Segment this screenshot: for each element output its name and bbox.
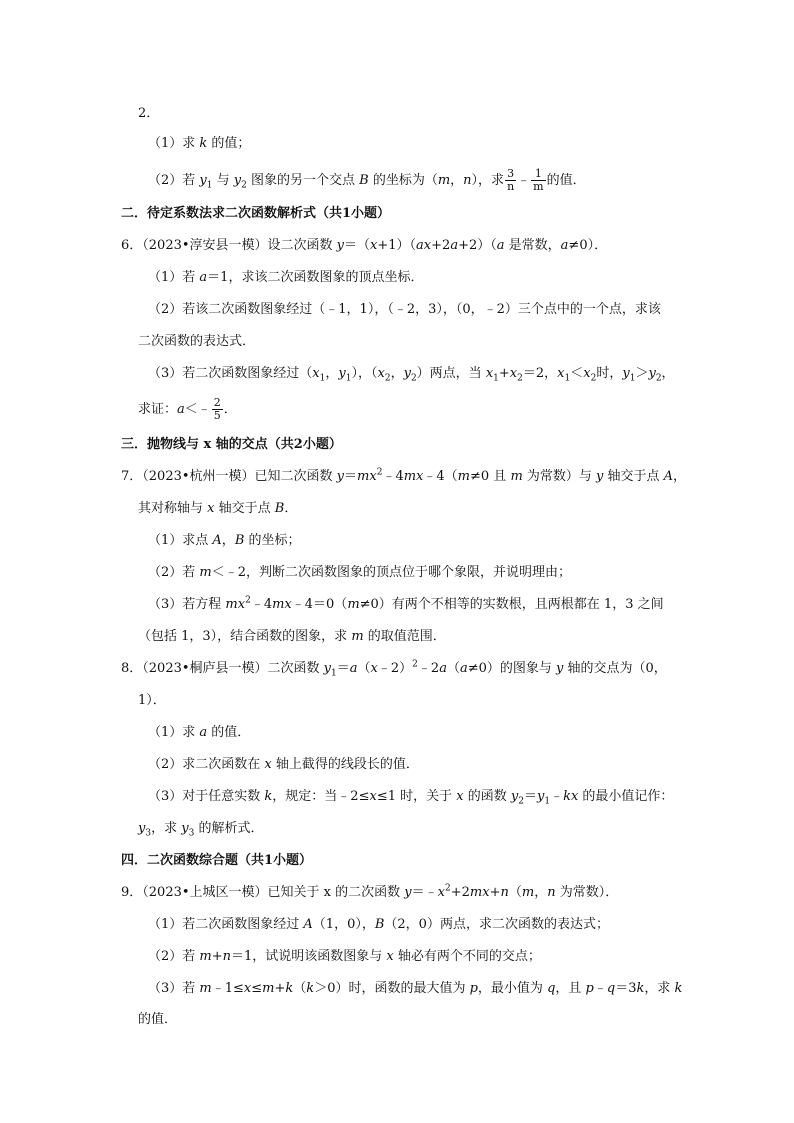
text: ，最小值为 (477, 981, 548, 996)
text: ≠0）． (568, 238, 608, 253)
var: y (336, 469, 345, 484)
text: ﹣ (593, 981, 607, 996)
text: ＜ (570, 366, 584, 381)
sub: 1 (319, 373, 326, 384)
text: ， (661, 366, 675, 381)
var: y (336, 238, 345, 253)
q9-part3-line2 (138, 1012, 177, 1028)
var: kx (563, 789, 579, 804)
text: 图象的另一个交点 (246, 173, 360, 188)
sup: 2 (245, 595, 251, 606)
text: （ (357, 661, 371, 676)
var: m (199, 565, 212, 580)
text: ，且 (555, 981, 586, 996)
denominator: n (507, 180, 515, 193)
text: ＜﹣2，判断二次函数图象的顶点位于哪个象限，并说明理由； (211, 565, 572, 580)
text: 轴上截得的线段长的值． (271, 757, 419, 772)
text: 9．（2023•上城区一模）已知关于 x 的二次函数 (121, 885, 405, 900)
text: （包括 1，3），结合函数的图象，求 (138, 629, 352, 644)
text: 为常数）与 (522, 469, 597, 484)
text: ． (284, 501, 298, 516)
q7-part3-line1 (148, 597, 664, 613)
text: ， (390, 366, 404, 381)
text: 轴交于点 (603, 469, 664, 484)
text: ≠0）的图象与 (467, 661, 557, 676)
q7-part2 (148, 565, 571, 581)
sub: 2 (518, 796, 524, 807)
text: 轴交于点 (214, 501, 275, 516)
var: y (138, 821, 146, 836)
var: x (456, 789, 464, 804)
text: （2，0）两点，求二次函数的表达式； (384, 917, 609, 932)
text: ≠0 且 (470, 469, 511, 484)
var: q (547, 981, 556, 996)
var: m (457, 469, 470, 484)
sub: 1 (493, 373, 499, 384)
var: y (596, 469, 604, 484)
var: y (556, 661, 564, 676)
var: x (370, 661, 378, 676)
sub: 1 (564, 373, 571, 384)
var: x (370, 238, 378, 253)
var: n (222, 949, 232, 964)
var-m: m (437, 173, 451, 188)
var: mx (225, 597, 246, 612)
q8-part2 (148, 757, 419, 773)
text: 的值． (138, 1012, 178, 1027)
q8-part3-line2 (138, 821, 263, 837)
var: k (264, 789, 273, 804)
sub: 2 (410, 373, 417, 384)
var: a (496, 238, 505, 253)
var: x (312, 366, 320, 381)
section-heading-2: 二．待定系数法求二次函数解析式（共1小题） (121, 206, 391, 221)
text: ＝ (336, 661, 350, 676)
text: ），（ (351, 366, 378, 381)
q6-line1 (121, 238, 607, 254)
text: 轴必有两个不同的交点； (393, 949, 541, 964)
var: x (509, 366, 518, 381)
var: a (349, 661, 358, 676)
section-heading-3: 三．抛物线与 x 轴的交点（共2小题） (121, 437, 342, 452)
sub: 3 (145, 828, 152, 839)
text: ， (534, 885, 548, 900)
var: m (351, 629, 364, 644)
q8-line2 (138, 693, 166, 709)
text: 其对称轴与 (138, 501, 208, 516)
text: （1）若二次函数图象经过 (148, 917, 304, 932)
var: a (177, 402, 185, 417)
var: x (369, 789, 377, 804)
var: x (207, 501, 215, 516)
var: m (521, 885, 535, 900)
text: （3）对于任意实数 (148, 789, 265, 804)
text: ＜﹣ (184, 402, 211, 417)
text: ， (325, 366, 339, 381)
q6-part1 (148, 270, 423, 286)
q7-line1 (121, 469, 686, 485)
text: +2 (431, 238, 451, 253)
sup: 2 (444, 883, 451, 894)
var: x (377, 366, 385, 381)
var: m (262, 981, 275, 996)
text: ，求 (644, 981, 675, 996)
text: 1）． (138, 693, 166, 708)
text: （2）若 (148, 949, 200, 964)
var: p (585, 981, 594, 996)
numerator: 1 (531, 168, 545, 181)
q7-part1 (148, 533, 301, 549)
text: （1，0）， (312, 917, 375, 932)
text: ≤ (251, 981, 263, 996)
var: y (323, 661, 332, 676)
q9-part3-line1 (148, 981, 682, 997)
fraction-1-over-m (531, 168, 545, 193)
var: n (547, 885, 556, 900)
var: B (274, 501, 285, 516)
text: ，求 (151, 821, 182, 836)
var: a (199, 270, 208, 285)
var: B (374, 917, 385, 932)
text: 6．（2023•淳安县一模）设二次函数 (121, 238, 337, 253)
section-heading-4: 四．二次函数综合题（共1小题） (121, 853, 313, 868)
q5-part1 (148, 136, 250, 152)
text: ≤1 时，关于 (376, 789, 457, 804)
text: （2）若 (148, 173, 200, 188)
text: + (489, 885, 501, 900)
q9-part2 (148, 949, 541, 965)
text: ， (673, 469, 687, 484)
numerator: 2 (213, 396, 221, 409)
text: ， (450, 173, 464, 188)
text: 的坐标为（ (368, 173, 438, 188)
sub: 2 (590, 373, 597, 384)
sub: 2 (384, 373, 391, 384)
text: ＝1，求该二次函数图象的顶点坐标． (207, 270, 424, 285)
text: ． (223, 402, 237, 417)
text: （2）求二次函数在 (148, 757, 265, 772)
text: 的值． (207, 725, 251, 740)
q5-continuation-line (138, 106, 159, 122)
sub: 1 (544, 796, 551, 807)
var: mx (357, 469, 377, 484)
var-k: k (199, 136, 208, 151)
text: ﹣4（ (423, 469, 458, 484)
text: ，规定：当﹣2≤ (272, 789, 370, 804)
text: ﹣2 (417, 661, 440, 676)
denominator: 5 (213, 409, 221, 422)
var: x (583, 366, 591, 381)
var: y (622, 366, 630, 381)
var: a (199, 725, 208, 740)
numerator: 3 (505, 168, 516, 181)
text: ）两点，当 (416, 366, 486, 381)
text: 的解析式． (194, 821, 264, 836)
var: y (181, 821, 189, 836)
q9-part1 (148, 917, 609, 933)
var: y (338, 366, 346, 381)
var: A (212, 533, 222, 548)
q6-part3-line1 (148, 366, 675, 382)
sub: 2 (655, 373, 662, 384)
var: a (439, 661, 447, 676)
minus: ﹣ (517, 173, 531, 188)
text: （ (446, 661, 460, 676)
sub: 1 (331, 668, 337, 679)
var: B (234, 533, 245, 548)
denominator: m (533, 180, 544, 193)
text: 的值． (546, 173, 586, 188)
sub: 3 (188, 828, 195, 839)
q8-line1 (121, 661, 667, 677)
text: ＝3 (615, 981, 637, 996)
var: A (303, 917, 313, 932)
var: m (347, 597, 360, 612)
var: y (403, 366, 411, 381)
var: x (386, 949, 394, 964)
var: q (606, 981, 616, 996)
text: （1）求 (148, 136, 200, 151)
var: x (243, 981, 252, 996)
fraction-2-over-5 (212, 397, 223, 422)
var: p (469, 981, 478, 996)
text: 与 (212, 173, 234, 188)
var-y: y (233, 173, 242, 188)
text: （ (508, 885, 522, 900)
sup: 2 (412, 659, 418, 670)
text: +1）（ (377, 238, 417, 253)
var: m (199, 981, 212, 996)
q7-part3-line2 (138, 629, 446, 645)
text: 轴的交点为（0， (563, 661, 667, 676)
var: x (557, 366, 565, 381)
text: 的取值范围． (363, 629, 446, 644)
text: 的函数 (463, 789, 511, 804)
text: （2）若 (148, 565, 200, 580)
q8-part1 (148, 725, 250, 741)
q6-part3-line2 (138, 397, 237, 422)
var: k (674, 981, 683, 996)
text: 时， (596, 366, 623, 381)
text: 的值； (207, 136, 251, 151)
var: y (648, 366, 656, 381)
text: ﹣1≤ (211, 981, 244, 996)
text: ﹣4 (250, 597, 273, 612)
text: ＝1，试说明该函数图象与 (231, 949, 387, 964)
var-y: y (199, 173, 207, 188)
text: 是常数， (504, 238, 561, 253)
q5-part2 (148, 168, 586, 193)
text: ＞ (635, 366, 649, 381)
sub: 1 (629, 373, 636, 384)
var: y (510, 789, 519, 804)
text: + (274, 981, 286, 996)
sup: 2 (376, 467, 383, 478)
text: ＝ (523, 789, 537, 804)
text: ﹣2） (377, 661, 413, 676)
text: ≠0）有两个不相等的实数根，且两根都在 1，3 之间 (359, 597, 664, 612)
q5-text: 2． (138, 106, 160, 121)
var-B: B (359, 173, 369, 188)
text: （1）求点 (148, 533, 213, 548)
text: 7．（2023•杭州一模）已知二次函数 (121, 469, 337, 484)
var: x (264, 757, 272, 772)
text: ），求 (471, 173, 505, 188)
q6-part2-line1 (148, 302, 661, 318)
var: mx (272, 597, 292, 612)
text: （2）若该二次函数图象经过（﹣1，1），（﹣2，3），（0，﹣2）三个点中的一个点，求该 (148, 302, 661, 317)
text: ＞0）时，函数的最大值为 (314, 981, 470, 996)
q8-part3-line1 (148, 789, 673, 805)
text: 的坐标； (244, 533, 301, 548)
text: 的最小值记作： (578, 789, 674, 804)
text: （1）若 (148, 270, 200, 285)
var: A (663, 469, 674, 484)
var: x (437, 885, 445, 900)
var: mx (469, 885, 490, 900)
var: a (560, 238, 569, 253)
var-n: n (463, 173, 472, 188)
text: 为常数）． (555, 885, 619, 900)
q7-line2 (138, 501, 297, 517)
q6-part2-line2 (138, 334, 255, 350)
text: （3）若 (148, 981, 200, 996)
var: ax (416, 238, 432, 253)
text: ﹣4＝0（ (291, 597, 348, 612)
text: 二次函数的表达式． (138, 334, 256, 349)
sub: 2 (517, 373, 523, 384)
text: ﹣ (550, 789, 564, 804)
text: + (211, 949, 223, 964)
text: +2 (450, 885, 470, 900)
sub: 1 (345, 373, 352, 384)
var: k (285, 981, 294, 996)
var: k (306, 981, 315, 996)
text: （3）若二次函数图象经过（ (148, 366, 313, 381)
fraction-3-over-n (505, 168, 516, 193)
text: +2）（ (458, 238, 497, 253)
sub: 1 (206, 180, 213, 191)
text: + (498, 366, 510, 381)
var: y (536, 789, 545, 804)
var: k (636, 981, 645, 996)
var: a (459, 661, 468, 676)
text: ， (221, 533, 235, 548)
text: 求证： (138, 402, 178, 417)
var: x (485, 366, 494, 381)
text: ＝（ (344, 238, 371, 253)
var: n (500, 885, 509, 900)
text: ﹣4 (382, 469, 404, 484)
sub: 2 (241, 180, 247, 191)
text: （3）若方程 (148, 597, 226, 612)
var: m (510, 469, 523, 484)
text: ＝﹣ (411, 885, 438, 900)
text: 8．（2023•桐庐县一模）二次函数 (121, 661, 324, 676)
q9-line1 (121, 885, 618, 901)
var: m (199, 949, 212, 964)
text: （ (293, 981, 307, 996)
var: a (450, 238, 459, 253)
text: ＝2， (522, 366, 558, 381)
text: ＝ (344, 469, 358, 484)
var: y (404, 885, 412, 900)
text: （1）求 (148, 725, 200, 740)
var: mx (403, 469, 424, 484)
